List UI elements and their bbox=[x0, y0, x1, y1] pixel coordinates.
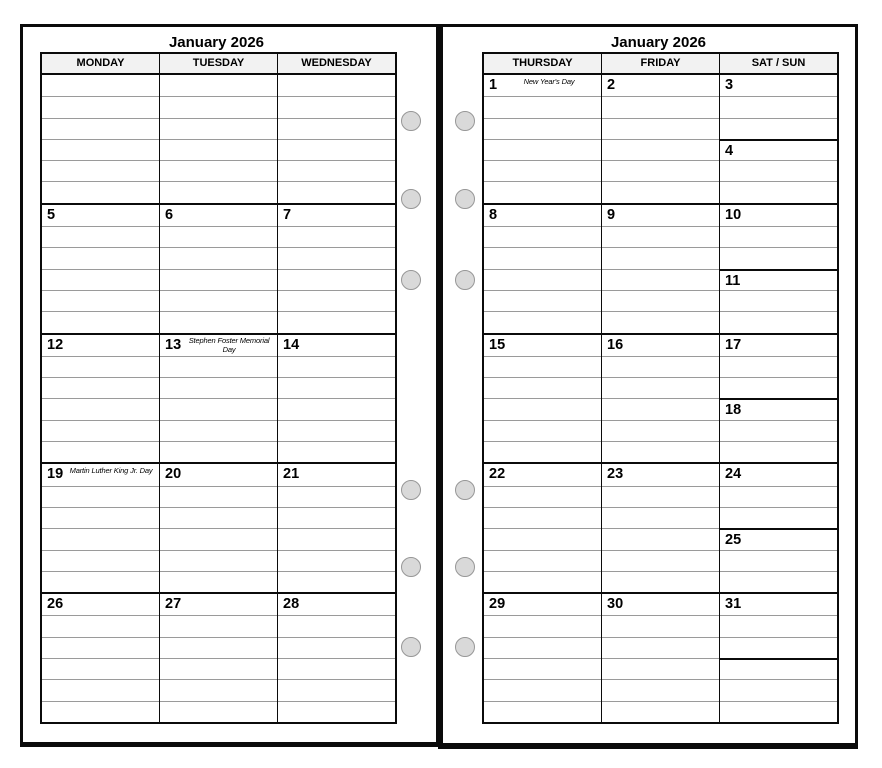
ruled-line bbox=[278, 701, 395, 722]
day-number: 22 bbox=[489, 466, 506, 483]
ruled-line bbox=[42, 290, 159, 311]
day-cell-21 bbox=[277, 464, 395, 592]
ruled-line bbox=[602, 118, 719, 139]
calendar-right bbox=[482, 52, 839, 724]
day-cell-empty bbox=[159, 75, 277, 203]
week-row-3 bbox=[42, 333, 395, 463]
calendar-left bbox=[40, 52, 397, 724]
ruled-line bbox=[602, 528, 719, 549]
ruled-line bbox=[720, 96, 837, 117]
ruled-line bbox=[160, 507, 277, 528]
ruled-line bbox=[278, 181, 395, 202]
day-row bbox=[160, 335, 277, 356]
ruled-line bbox=[278, 118, 395, 139]
ruled-line bbox=[602, 96, 719, 117]
ruled-line bbox=[160, 441, 277, 462]
day-cell-6 bbox=[159, 205, 277, 333]
ruled-line bbox=[160, 679, 277, 700]
day-number: 2 bbox=[607, 77, 616, 93]
ruled-line bbox=[484, 269, 601, 290]
day-number: 20 bbox=[165, 466, 182, 483]
day-row bbox=[278, 464, 395, 485]
ruled-line bbox=[484, 139, 601, 160]
day-cell-empty bbox=[277, 75, 395, 203]
ruled-line bbox=[42, 420, 159, 441]
holiday-note: Stephen Foster Memorial Day bbox=[188, 336, 270, 354]
holiday-note: New Year's Day bbox=[523, 76, 575, 86]
satsun-cell bbox=[719, 464, 837, 592]
binder-hole bbox=[401, 637, 421, 657]
ruled-line bbox=[278, 615, 395, 636]
day-row bbox=[278, 335, 395, 356]
ruled-line bbox=[42, 377, 159, 398]
page-title-right: January 2026 bbox=[610, 34, 707, 51]
day-row bbox=[42, 594, 159, 615]
ruled-line bbox=[42, 226, 159, 247]
ruled-line bbox=[160, 550, 277, 571]
ruled-line bbox=[484, 160, 601, 181]
column-header-satsun: SAT / SUN bbox=[719, 54, 837, 73]
day-cell-20 bbox=[159, 464, 277, 592]
day-row bbox=[42, 464, 159, 485]
binder-hole bbox=[401, 189, 421, 209]
calendar-body-right bbox=[484, 75, 837, 722]
ruled-line bbox=[484, 701, 601, 722]
ruled-line bbox=[602, 571, 719, 592]
day-number: 6 bbox=[165, 206, 174, 223]
binder-hole bbox=[401, 480, 421, 500]
day-number: 5 bbox=[47, 206, 56, 223]
day-number: 4 bbox=[725, 142, 734, 159]
binder-hole bbox=[401, 111, 421, 131]
ruled-line bbox=[602, 420, 719, 441]
day-row bbox=[160, 594, 277, 615]
day-number: 24 bbox=[725, 466, 742, 483]
day-cell-27 bbox=[159, 594, 277, 722]
day-cell-29 bbox=[484, 594, 601, 722]
week-row-1 bbox=[42, 75, 395, 203]
day-number: 7 bbox=[283, 206, 292, 223]
ruled-line bbox=[484, 441, 601, 462]
day-cell-22 bbox=[484, 464, 601, 592]
column-header-wednesday: WEDNESDAY bbox=[277, 54, 395, 73]
day-row bbox=[720, 205, 837, 226]
day-number: 10 bbox=[725, 206, 742, 223]
satsun-cell bbox=[719, 594, 837, 722]
day-cell-8 bbox=[484, 205, 601, 333]
day-number: 27 bbox=[165, 596, 182, 613]
ruled-line bbox=[278, 356, 395, 377]
ruled-line bbox=[42, 398, 159, 419]
ruled-line bbox=[278, 290, 395, 311]
ruled-line bbox=[484, 290, 601, 311]
day-cell-14 bbox=[277, 335, 395, 463]
ruled-line bbox=[160, 571, 277, 592]
ruled-line bbox=[278, 311, 395, 332]
ruled-line bbox=[42, 486, 159, 507]
ruled-line bbox=[602, 398, 719, 419]
ruled-line bbox=[42, 701, 159, 722]
day-row bbox=[160, 464, 277, 485]
day-row bbox=[484, 75, 601, 96]
ruled-line bbox=[160, 226, 277, 247]
week-row-3 bbox=[484, 333, 837, 463]
day-row bbox=[602, 464, 719, 485]
ruled-line bbox=[160, 486, 277, 507]
ruled-line bbox=[278, 420, 395, 441]
day-row bbox=[42, 335, 159, 356]
ruled-line bbox=[602, 637, 719, 658]
day-row bbox=[484, 335, 601, 356]
day-cell-2 bbox=[601, 75, 719, 203]
ruled-line bbox=[484, 550, 601, 571]
ruled-line bbox=[42, 637, 159, 658]
ruled-line bbox=[484, 118, 601, 139]
ruled-line bbox=[484, 658, 601, 679]
day-cell-16 bbox=[601, 335, 719, 463]
ruled-line bbox=[160, 247, 277, 268]
day-number: 9 bbox=[607, 206, 616, 223]
binder-hole bbox=[455, 111, 475, 131]
day-number: 18 bbox=[725, 402, 742, 419]
ruled-line bbox=[160, 181, 277, 202]
day-cell-28 bbox=[277, 594, 395, 722]
ruled-line bbox=[602, 550, 719, 571]
ruled-line bbox=[160, 377, 277, 398]
ruled-line bbox=[160, 701, 277, 722]
day-number: 31 bbox=[725, 596, 742, 613]
day-row bbox=[602, 75, 719, 96]
calendar-header-right bbox=[484, 54, 837, 75]
ruled-line bbox=[720, 226, 837, 247]
day-cell-13 bbox=[159, 335, 277, 463]
day-number: 12 bbox=[47, 336, 64, 353]
ruled-line bbox=[42, 615, 159, 636]
day-cell-7 bbox=[277, 205, 395, 333]
binder-hole bbox=[455, 189, 475, 209]
week-row-2 bbox=[484, 203, 837, 333]
ruled-line bbox=[160, 118, 277, 139]
binder-hole bbox=[455, 557, 475, 577]
ruled-line bbox=[42, 528, 159, 549]
ruled-line bbox=[720, 441, 837, 462]
ruled-line bbox=[602, 181, 719, 202]
ruled-line bbox=[160, 160, 277, 181]
day-row bbox=[42, 205, 159, 226]
ruled-line bbox=[160, 269, 277, 290]
day-number: 28 bbox=[283, 596, 300, 613]
day-row bbox=[720, 398, 837, 419]
day-row bbox=[720, 594, 837, 615]
ruled-line bbox=[278, 679, 395, 700]
column-header-friday: FRIDAY bbox=[601, 54, 719, 73]
day-number: 11 bbox=[725, 272, 741, 289]
column-header-monday: MONDAY bbox=[76, 57, 125, 69]
day-number: 19 bbox=[47, 466, 64, 483]
ruled-line bbox=[720, 247, 837, 268]
ruled-line bbox=[42, 160, 159, 181]
ruled-line bbox=[42, 571, 159, 592]
calendar-header-left bbox=[42, 54, 395, 75]
ruled-line bbox=[42, 269, 159, 290]
ruled-line bbox=[602, 679, 719, 700]
day-number: 1 bbox=[489, 77, 498, 93]
binder-hole bbox=[455, 480, 475, 500]
day-row bbox=[720, 658, 837, 679]
day-row bbox=[720, 335, 837, 356]
ruled-line bbox=[278, 226, 395, 247]
page-title-left: January 2026 bbox=[168, 34, 265, 51]
ruled-line bbox=[484, 571, 601, 592]
day-cell-9 bbox=[601, 205, 719, 333]
ruled-line bbox=[720, 550, 837, 571]
ruled-line bbox=[720, 160, 837, 181]
ruled-line bbox=[278, 96, 395, 117]
ruled-line bbox=[160, 398, 277, 419]
day-cell-empty bbox=[42, 75, 159, 203]
ruled-line bbox=[484, 181, 601, 202]
week-row-2 bbox=[42, 203, 395, 333]
satsun-cell bbox=[719, 205, 837, 333]
day-row bbox=[484, 205, 601, 226]
ruled-line bbox=[278, 571, 395, 592]
ruled-line bbox=[602, 658, 719, 679]
ruled-line bbox=[278, 658, 395, 679]
ruled-line bbox=[720, 486, 837, 507]
day-row bbox=[484, 594, 601, 615]
ruled-line bbox=[278, 528, 395, 549]
day-number: 26 bbox=[47, 596, 64, 613]
ruled-line bbox=[720, 637, 837, 658]
ruled-line bbox=[160, 96, 277, 117]
ruled-line bbox=[484, 486, 601, 507]
ruled-line bbox=[720, 507, 837, 528]
ruled-line bbox=[42, 507, 159, 528]
day-number: 30 bbox=[607, 596, 624, 613]
day-number: 8 bbox=[489, 206, 498, 223]
day-number: 25 bbox=[725, 532, 742, 549]
day-number: 23 bbox=[607, 466, 624, 483]
day-row bbox=[278, 594, 395, 615]
day-cell-1 bbox=[484, 75, 601, 203]
ruled-line bbox=[42, 550, 159, 571]
ruled-line bbox=[42, 96, 159, 117]
week-row-4 bbox=[42, 462, 395, 592]
day-row bbox=[720, 75, 837, 96]
ruled-line bbox=[720, 615, 837, 636]
day-row bbox=[602, 594, 719, 615]
day-number: 14 bbox=[283, 336, 300, 353]
ruled-line bbox=[602, 311, 719, 332]
ruled-line bbox=[720, 679, 837, 700]
day-cell-23 bbox=[601, 464, 719, 592]
ruled-line bbox=[720, 377, 837, 398]
ruled-line bbox=[602, 486, 719, 507]
week-row-4 bbox=[484, 462, 837, 592]
day-row bbox=[278, 205, 395, 226]
day-row bbox=[160, 205, 277, 226]
ruled-line bbox=[484, 398, 601, 419]
day-number: 21 bbox=[283, 466, 300, 483]
ruled-line bbox=[602, 356, 719, 377]
ruled-line bbox=[484, 420, 601, 441]
ruled-line bbox=[278, 441, 395, 462]
day-row bbox=[720, 139, 837, 160]
ruled-line bbox=[484, 356, 601, 377]
ruled-line bbox=[484, 615, 601, 636]
ruled-line bbox=[42, 247, 159, 268]
day-cell-26 bbox=[42, 594, 159, 722]
planner-page-left bbox=[20, 24, 438, 747]
binder-hole bbox=[401, 557, 421, 577]
binder-hole bbox=[401, 270, 421, 290]
day-number: 13 bbox=[165, 336, 182, 353]
ruled-line bbox=[278, 637, 395, 658]
day-row bbox=[720, 269, 837, 290]
holiday-note: Martin Luther King Jr. Day bbox=[69, 465, 153, 475]
day-cell-5 bbox=[42, 205, 159, 333]
ruled-line bbox=[484, 528, 601, 549]
ruled-line bbox=[160, 420, 277, 441]
calendar-body-left bbox=[42, 75, 395, 722]
ruled-line bbox=[484, 377, 601, 398]
ruled-line bbox=[278, 269, 395, 290]
day-row bbox=[602, 205, 719, 226]
binder-hole bbox=[455, 270, 475, 290]
ruled-line bbox=[42, 679, 159, 700]
ruled-line bbox=[720, 701, 837, 722]
ruled-line bbox=[484, 96, 601, 117]
ruled-line bbox=[42, 139, 159, 160]
column-header-thursday: THURSDAY bbox=[512, 57, 573, 69]
ruled-line bbox=[484, 247, 601, 268]
ruled-line bbox=[160, 139, 277, 160]
ruled-line bbox=[160, 637, 277, 658]
ruled-line bbox=[278, 377, 395, 398]
ruled-line bbox=[42, 181, 159, 202]
ruled-line bbox=[278, 160, 395, 181]
day-cell-12 bbox=[42, 335, 159, 463]
ruled-line bbox=[160, 528, 277, 549]
ruled-line bbox=[720, 290, 837, 311]
day-row bbox=[160, 75, 277, 96]
ruled-line bbox=[42, 441, 159, 462]
week-row-5 bbox=[484, 592, 837, 722]
ruled-line bbox=[42, 658, 159, 679]
ruled-line bbox=[42, 356, 159, 377]
ruled-line bbox=[602, 160, 719, 181]
ruled-line bbox=[278, 398, 395, 419]
day-number: 29 bbox=[489, 596, 506, 613]
ruled-line bbox=[160, 290, 277, 311]
ruled-line bbox=[278, 486, 395, 507]
day-row bbox=[42, 75, 159, 96]
ruled-line bbox=[602, 290, 719, 311]
ruled-line bbox=[160, 615, 277, 636]
ruled-line bbox=[720, 311, 837, 332]
ruled-line bbox=[602, 701, 719, 722]
ruled-line bbox=[160, 658, 277, 679]
ruled-line bbox=[278, 550, 395, 571]
day-row bbox=[278, 75, 395, 96]
day-cell-30 bbox=[601, 594, 719, 722]
ruled-line bbox=[484, 226, 601, 247]
day-number: 3 bbox=[725, 77, 734, 93]
ruled-line bbox=[602, 139, 719, 160]
ruled-line bbox=[278, 247, 395, 268]
ruled-line bbox=[602, 377, 719, 398]
day-row bbox=[720, 464, 837, 485]
ruled-line bbox=[42, 118, 159, 139]
day-cell-15 bbox=[484, 335, 601, 463]
ruled-line bbox=[720, 356, 837, 377]
ruled-line bbox=[602, 247, 719, 268]
ruled-line bbox=[484, 637, 601, 658]
day-row bbox=[720, 528, 837, 549]
ruled-line bbox=[160, 356, 277, 377]
ruled-line bbox=[278, 139, 395, 160]
ruled-line bbox=[484, 311, 601, 332]
satsun-cell bbox=[719, 335, 837, 463]
ruled-line bbox=[602, 269, 719, 290]
day-number: 17 bbox=[725, 336, 742, 353]
day-number: 15 bbox=[489, 336, 506, 353]
ruled-line bbox=[602, 441, 719, 462]
ruled-line bbox=[484, 507, 601, 528]
ruled-line bbox=[602, 507, 719, 528]
ruled-line bbox=[278, 507, 395, 528]
day-cell-19 bbox=[42, 464, 159, 592]
ruled-line bbox=[160, 311, 277, 332]
satsun-cell bbox=[719, 75, 837, 203]
planner-page-right bbox=[438, 24, 858, 749]
day-row bbox=[602, 335, 719, 356]
ruled-line bbox=[720, 571, 837, 592]
week-row-5 bbox=[42, 592, 395, 722]
day-row bbox=[484, 464, 601, 485]
week-row-1 bbox=[484, 75, 837, 203]
ruled-line bbox=[720, 420, 837, 441]
ruled-line bbox=[602, 226, 719, 247]
ruled-line bbox=[720, 181, 837, 202]
ruled-line bbox=[42, 311, 159, 332]
day-number: 16 bbox=[607, 336, 624, 353]
ruled-line bbox=[602, 615, 719, 636]
column-header-tuesday: TUESDAY bbox=[159, 54, 277, 73]
binder-hole bbox=[455, 637, 475, 657]
ruled-line bbox=[720, 118, 837, 139]
ruled-line bbox=[484, 679, 601, 700]
